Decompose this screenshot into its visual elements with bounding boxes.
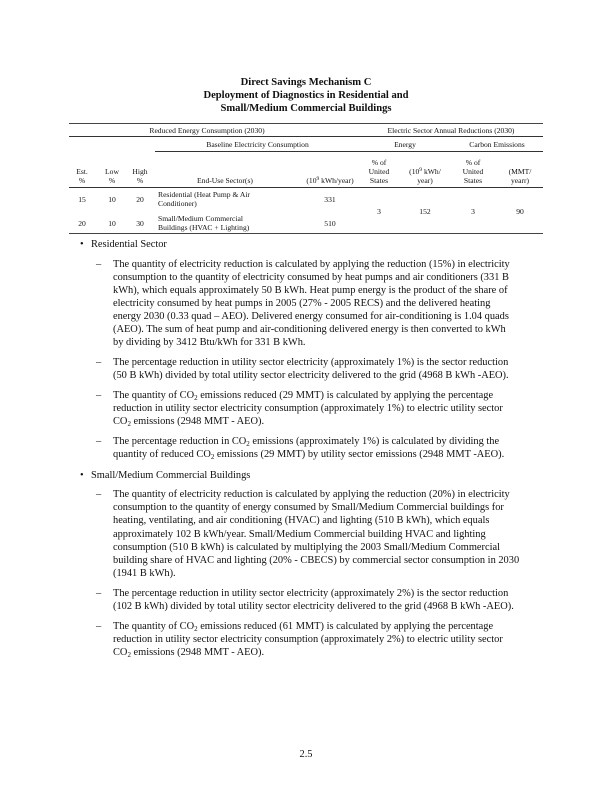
- col-carbon-val: (MMT/ yearr): [508, 167, 532, 186]
- table-top-rule: [69, 123, 543, 124]
- col-baseline-unit: ($10^9$ kWh/year): [306, 176, 354, 185]
- col-est: Est. %: [76, 167, 88, 186]
- section-heading-label: Residential Sector: [91, 239, 167, 250]
- col-carbon-pct: % of United States: [462, 158, 484, 186]
- row2-est: 20: [78, 219, 86, 228]
- col-high: High %: [132, 167, 148, 186]
- col-low: Low %: [105, 167, 119, 186]
- dash-icon: –: [96, 357, 102, 369]
- dash-icon: –: [96, 620, 102, 632]
- title-line-2: Deployment of Diagnostics in Residential and: [203, 90, 409, 102]
- dash-icon: –: [96, 489, 102, 501]
- table-bottom-rule: [69, 233, 543, 234]
- group-header-electric: Electric Sector Annual Reductions (2030): [387, 126, 515, 135]
- list-item-text: The quantity of electricity reduction is calculated by applying the reduction (15%) in electricity consumption to the quantity of electricity consumed by heat pumps and air conditioners (331 B kWh), which equals approximately 50 B kWh. Heat pump energy is the product of the share of electricity consumed by heat pumps in 2005 (27% - 2005 RECS) and the delivered heating energy 2030 (0.33 quad – AEO). Delivered energy consumed for air-conditioning is 1.04 quads (AEO). The sum of heat pump and air-conditioning delivered energy is then converted to kWh by dividing by 3412 Btu/kWh for 331 B kWh.: [113, 258, 510, 349]
- row1-low: 10: [108, 195, 116, 204]
- row2-sector: Small/Medium Commercial Buildings (HVAC + Lighting): [158, 214, 250, 233]
- list-item-text: The quantity of $CO_2$ emissions reduced (61 MMT) is calculated by applying the percentage reduction in utility sector electricity consumption (approximately 2%) to electric utility sector $CO_2$ emissions (2948 MMT - AEO).: [113, 620, 503, 659]
- merged-carbon-pct: 3: [471, 207, 475, 216]
- list-item-text: The percentage reduction in utility sector electricity (approximately 2%) is the sector reduction (102 B kWh) divided by total utility sector electricity delivered to the grid (4968 B kWh -AEO).: [113, 587, 514, 612]
- row2-baseline: 510: [324, 219, 336, 228]
- subgroup-rule: [155, 151, 543, 152]
- page-title: [0, 76, 612, 116]
- subgroup-carbon: Carbon Emissions: [469, 140, 525, 149]
- row1-est: 15: [78, 195, 86, 204]
- row1-sector: Residential (Heat Pump & Air Conditioner): [158, 190, 250, 209]
- subgroup-energy: Energy: [394, 140, 416, 149]
- row1-high: 20: [136, 195, 144, 204]
- dash-icon: –: [96, 390, 102, 402]
- col-sector: End-Use Sector(s): [197, 176, 253, 185]
- group-rule: [69, 136, 543, 137]
- title-line-3: Small/Medium Commercial Buildings: [220, 103, 392, 115]
- dash-icon: –: [96, 436, 102, 448]
- group-header-reduced: Reduced Energy Consumption (2030): [149, 126, 265, 135]
- page-number: 2.5: [299, 749, 313, 760]
- bullet-icon: •: [80, 239, 84, 250]
- col-energy-val: ($10^9$ kWh/ year): [409, 167, 441, 186]
- row2-high: 30: [136, 219, 144, 228]
- section-heading-label: Small/Medium Commercial Buildings: [91, 469, 251, 481]
- row1-baseline: 331: [324, 195, 336, 204]
- merged-carbon-val: 90: [516, 207, 524, 216]
- row2-low: 10: [108, 219, 116, 228]
- bullet-icon: •: [80, 469, 84, 481]
- dash-icon: –: [96, 587, 102, 599]
- list-item-text: The percentage reduction in utility sector electricity (approximately 1%) is the sector reduction (50 B kWh) divided by total utility sector electricity delivered to the grid (4968 B kWh -AEO).: [113, 357, 509, 382]
- list-item-text: The percentage reduction in $CO_2$ emissions (approximately 1%) is calculated by dividing the quantity of reduced $CO_2$ emissions (29 MMT) by utility sector emissions (2948 MMT -AEO).: [113, 436, 505, 462]
- list-item-text: The quantity of electricity reduction is calculated by applying the reduction (20%) in electricity consumption to the quantity of energy consumed by Small/Medium Commercial buildings for heating, ventilating, and air conditioning (HVAC) and lighting (510 B kWh), which equals approximately 102 B kWh/year. Small/Medium Commercial building HVAC and lighting consumption (510 B kWh) is calculated by multiplying the 2003 Small/Medium Commercial building share of HVAC and lighting (20% - CBECS) by commercial sector consumption in 2030 (1941 B kWh).: [113, 489, 520, 579]
- dash-icon: –: [96, 258, 102, 270]
- title-line-1: Direct Savings Mechanism C: [240, 77, 372, 88]
- merged-energy-val: 152: [419, 207, 431, 216]
- col-energy-pct: % of United States: [368, 158, 390, 186]
- subgroup-baseline: Baseline Electricity Consumption: [206, 140, 309, 149]
- header-rule: [69, 187, 543, 188]
- merged-energy-pct: 3: [377, 207, 381, 216]
- list-item-text: The quantity of $CO_2$ emissions reduced (29 MMT) is calculated by applying the percentage reduction in utility sector electricity consumption (approximately 1%) to electric utility sector $CO_2$ emissions (2948 MMT - AEO).: [113, 390, 503, 429]
